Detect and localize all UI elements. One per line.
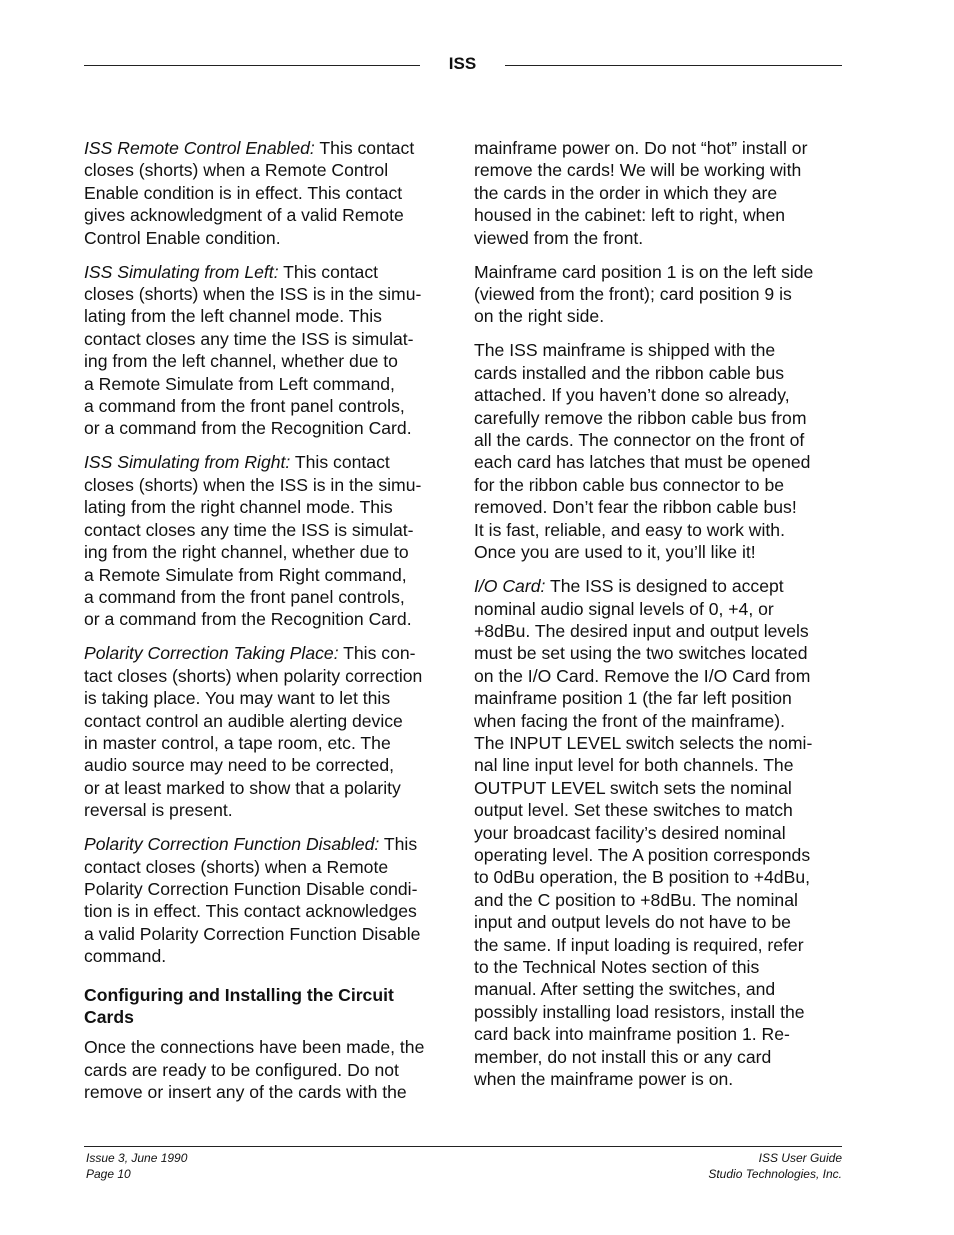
paragraph-line: command. <box>84 946 167 967</box>
paragraph-line: or a command from the Recognition Card. <box>84 418 412 439</box>
paragraph-line: the same. If input loading is required, refer <box>474 934 804 955</box>
paragraph-line: when the mainframe power is on. <box>474 1069 734 1090</box>
paragraph-line: a command from the front panel controls, <box>84 586 405 607</box>
paragraph-line: carefully remove the ribbon cable bus from <box>474 407 807 428</box>
paragraph-text: The ISS is designed to accept <box>545 576 784 597</box>
paragraph-line: contact closes (shorts) when a Remote <box>84 856 389 877</box>
paragraph-line: to 0dBu operation, the B position to +4dBu, <box>474 867 810 888</box>
paragraph-io-card <box>474 575 846 1090</box>
footer-right <box>708 1150 842 1182</box>
paragraph-line: mainframe power on. Do not “hot” install or <box>474 138 808 158</box>
paragraph-line: attached. If you haven’t done so already, <box>474 385 790 406</box>
paragraph-line: manual. After setting the switches, and <box>474 979 776 1000</box>
paragraph-line: on the right side. <box>474 306 605 327</box>
paragraph-line: remove or insert any of the cards with the <box>84 1082 407 1103</box>
paragraph-line: Enable condition is in effect. This contact <box>84 182 403 203</box>
paragraph-line: a valid Polarity Correction Function Disable <box>84 923 421 944</box>
paragraph-line: Control Enable condition. <box>84 227 281 248</box>
paragraph-simulating-left <box>84 261 454 440</box>
paragraph-line: in master control, a tape room, etc. The <box>84 732 391 753</box>
paragraph-line: must be set using the two switches located <box>474 643 808 664</box>
header-rule-right <box>505 65 842 66</box>
paragraph-line: when facing the front of the mainframe). <box>474 710 785 731</box>
paragraph-line: all the cards. The connector on the front of <box>474 430 805 451</box>
footer-issue: Issue 3, June 1990 <box>86 1151 188 1165</box>
paragraph-line: contact closes any time the ISS is simulat- <box>84 328 414 349</box>
paragraph-line: your broadcast facility’s desired nominal <box>474 822 786 843</box>
paragraph-line: for the ribbon cable bus connector to be <box>474 474 785 495</box>
paragraph-line: housed in the cabinet: left to right, when <box>474 205 786 226</box>
paragraph-ribbon-cable <box>474 339 846 563</box>
paragraph-line: card back into mainframe position 1. Re- <box>474 1024 790 1045</box>
paragraph-line: contact control an audible alerting device <box>84 710 403 731</box>
paragraph-lead: ISS Remote Control Enabled: <box>84 138 315 158</box>
paragraph-line: input and output levels do not have to be <box>474 912 791 933</box>
paragraph-line: a Remote Simulate from Left command, <box>84 373 395 394</box>
paragraph-line: ing from the left channel, whether due to <box>84 351 398 372</box>
paragraph-line: The ISS mainframe is shipped with the <box>474 340 776 361</box>
paragraph-mainframe-power <box>474 137 846 249</box>
paragraph-line: the cards in the order in which they are <box>474 182 778 203</box>
paragraph-line: lating from the left channel mode. This <box>84 306 382 327</box>
heading-line: Configuring and Installing the Circuit <box>84 984 394 1005</box>
paragraph-line: remove the cards! We will be working with <box>474 160 802 181</box>
paragraph-line: a Remote Simulate from Right command, <box>84 564 407 585</box>
paragraph-line: closes (shorts) when a Remote Control <box>84 160 389 181</box>
paragraph-card-position <box>474 261 846 328</box>
header-title: ISS <box>448 54 477 73</box>
paragraph-line: on the I/O Card. Remove the I/O Card from <box>474 665 811 686</box>
paragraph-line: Once the connections have been made, the <box>84 1037 425 1058</box>
paragraph-line: +8dBu. The desired input and output levels <box>474 620 809 641</box>
paragraph-lead: ISS Simulating from Left: <box>84 261 279 282</box>
paragraph-line: It is fast, reliable, and easy to work with. <box>474 519 785 540</box>
paragraph-remote-control-enabled <box>84 137 454 249</box>
paragraph-line: removed. Don’t fear the ribbon cable bus! <box>474 497 797 518</box>
paragraph-line: a command from the front panel controls, <box>84 396 405 417</box>
paragraph-line: reversal is present. <box>84 800 233 821</box>
paragraph-line: audio source may need to be corrected, <box>84 755 395 776</box>
paragraph-line: ing from the right channel, whether due to <box>84 542 409 563</box>
paragraph-line: or a command from the Recognition Card. <box>84 609 412 630</box>
paragraph-line: member, do not install this or any card <box>474 1046 772 1067</box>
paragraph-line: nal line input level for both channels. The <box>474 755 794 776</box>
paragraph-text: This con- <box>338 643 416 664</box>
footer-company: Studio Technologies, Inc. <box>708 1167 842 1181</box>
paragraph-line: gives acknowledgment of a valid Remote <box>84 205 404 226</box>
paragraph-line: Once you are used to it, you’ll like it! <box>474 542 756 563</box>
paragraph-lead: Polarity Correction Taking Place: <box>84 643 339 664</box>
paragraph-line: to the Technical Notes section of this <box>474 957 760 977</box>
section-heading <box>84 984 454 1029</box>
footer-page-number: Page 10 <box>86 1167 131 1181</box>
paragraph-text: This contact <box>314 138 415 158</box>
paragraph-line: nominal audio signal levels of 0, +4, or <box>474 598 774 619</box>
left-column <box>84 137 454 1115</box>
paragraph-line: possibly installing load resistors, install the <box>474 1001 805 1022</box>
paragraph-line: is taking place. You may want to let this <box>84 688 391 709</box>
paragraph-line: each card has latches that must be opened <box>474 452 811 473</box>
footer-guide-title: ISS User Guide <box>758 1151 842 1165</box>
paragraph-line: tion is in effect. This contact acknowledges <box>84 901 417 922</box>
heading-line: Cards <box>84 1007 134 1027</box>
paragraph-line: tact closes (shorts) when polarity correction <box>84 665 423 686</box>
paragraph-polarity-disabled <box>84 833 454 967</box>
paragraph-line: closes (shorts) when the ISS is in the simu- <box>84 284 422 305</box>
paragraph-line: mainframe position 1 (the far left position <box>474 688 792 709</box>
paragraph-line: closes (shorts) when the ISS is in the simu- <box>84 474 422 495</box>
paragraph-line: OUTPUT LEVEL switch sets the nominal <box>474 777 792 798</box>
paragraph-lead: I/O Card: <box>474 576 546 597</box>
paragraph-once-connections <box>84 1036 454 1103</box>
paragraph-lead: Polarity Correction Function Disabled: <box>84 834 380 855</box>
footer-rule <box>84 1146 842 1147</box>
paragraph-text: This contact <box>290 452 390 473</box>
header-rule-left <box>84 65 420 66</box>
paragraph-line: The INPUT LEVEL switch selects the nomi- <box>474 732 813 753</box>
paragraph-line: output level. Set these switches to match <box>474 800 793 821</box>
paragraph-simulating-right <box>84 451 454 630</box>
paragraph-line: and the C position to +8dBu. The nominal <box>474 889 798 910</box>
paragraph-line: (viewed from the front); card position 9 is <box>474 284 792 305</box>
paragraph-line: contact closes any time the ISS is simulat- <box>84 519 414 540</box>
paragraph-polarity-taking-place <box>84 642 454 821</box>
right-column <box>474 137 846 1102</box>
paragraph-lead: ISS Simulating from Right: <box>84 452 291 473</box>
paragraph-text: This <box>379 834 418 855</box>
paragraph-line: cards are ready to be configured. Do not <box>84 1059 399 1080</box>
paragraph-line: or at least marked to show that a polarity <box>84 777 401 798</box>
paragraph-line: lating from the right channel mode. This <box>84 497 393 518</box>
paragraph-line: Mainframe card position 1 is on the left side <box>474 261 814 282</box>
paragraph-text: This contact <box>278 261 379 282</box>
paragraph-line: cards installed and the ribbon cable bus <box>474 362 785 383</box>
footer-left <box>86 1150 187 1182</box>
paragraph-line: Polarity Correction Function Disable condi- <box>84 878 418 899</box>
paragraph-line: viewed from the front. <box>474 227 644 248</box>
paragraph-line: operating level. The A position corresponds <box>474 844 811 865</box>
